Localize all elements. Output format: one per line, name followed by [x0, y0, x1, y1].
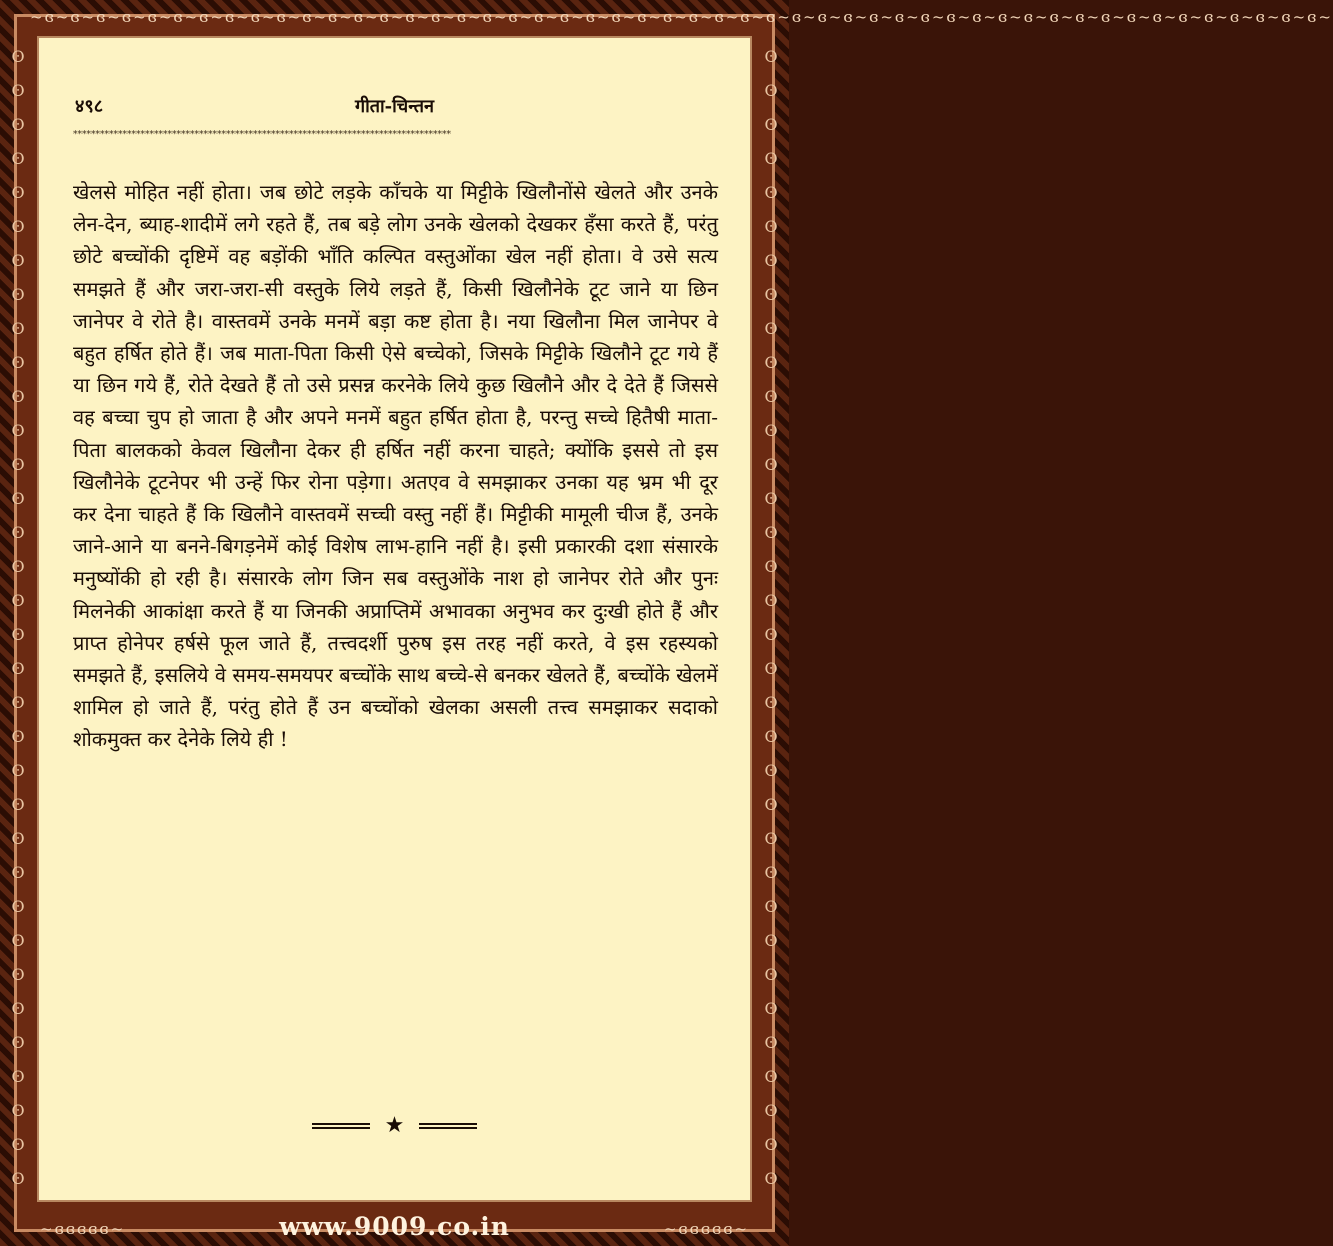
footer-ornament-right: ~ɞɞɞɞɞ~ [663, 1220, 749, 1238]
book-page [37, 36, 752, 1202]
body-paragraph: खेलसे मोहित नहीं होता। जब छोटे लड़के काँचके या मिट्टीके खिलौनोंसे खेलते और उनके लेन-देन, ब्याह-शादीमें लगे रहते हैं, तब बड़े लोग उनके खेलको देखकर हँसा करते हैं, परंतु छोटे बच्चोंकी दृष्टिमें वह बड़ोंकी भाँति कल्पित वस्तुओंका खेल नहीं होता। वे उसे सत्य समझते हैं और जरा-जरा-सी वस्तुके लिये लड़ते हैं, किसी खिलौनेके टूट जाने या छिन जानेपर वे रोते है। वास्तवमें उनके मनमें बड़ा कष्ट होता है। नया खिलौना मिल जानेपर वे बहुत हर्षित होते हैं। जब माता-पिता किसी ऐसे बच्चेको, जिसके मिट्टीके खिलौने टूट गये हैं या छिन गये हैं, रोते देखते हैं तो उसे प्रसन्न करनेके लिये कुछ खिलौने और दे देते हैं जिससे वह बच्चा चुप हो जाता है और अपने मनमें बहुत हर्षित होता है, परन्तु सच्चे हितैषी माता-पिता बालकको केवल खिलौना देकर ही हर्षित नहीं करना चाहते; क्योंकि इससे तो इस खिलौनेके टूटनेपर भी उन्हें फिर रोना पड़ेगा। अतएव वे समझाकर उनका यह भ्रम भी दूर कर देना चाहते हैं कि खिलौने वास्तवमें सच्ची वस्तु नहीं हैं। मिट्टीकी मामूली चीज हैं, उनके जाने-आने या बनने-बिगड़नेमें कोई विशेष लाभ-हानि नहीं है। इसी प्रकारकी दशा संसारके मनुष्योंकी हो रही है। संसारके लोग जिन सब वस्तुओंके नाश हो जानेपर रोते और पुनः मिलनेकी आकांक्षा करते हैं या जिनकी अप्राप्तिमें अभावका अनुभव कर दुःखी होते हैं और प्राप्त होनेपर हर्षसे फूल जाते हैं, तत्त्वदर्शी पुरुष इस तरह नहीं करते, वे इस रहस्यको समझते हैं, इसलिये वे समय-समयपर बच्चोंके साथ बच्चे-से बनकर खेलते हैं, बच्चोंके खेलमें शामिल हो जाते हैं, परंतु होते हैं उन बच्चोंको खेलका असली तत्त्व समझाकर सदाको शोकमुक्त कर देनेके लिये ही ! [73, 180, 718, 752]
ending-line-left [312, 1123, 370, 1129]
top-ornament: ~ɞ~ɞ~ɞ~ɞ~ɞ~ɞ~ɞ~ɞ~ɞ~ɞ~ɞ~ɞ~ɞ~ɞ~ɞ~ɞ~ɞ~ɞ~ɞ~ɞ~ɞ~ɞ~ɞ~ɞ~ɞ~ɞ~ɞ~ɞ~ɞ~ɞ~ɞ~ɞ~ɞ~ɞ~ɞ~ɞ~ɞ~ɞ~ɞ~ɞ~ɞ~ɞ~ɞ~ɞ~ɞ~ɞ~ɞ~ɞ~ɞ~ɞ~ [30, 8, 1333, 26]
footer-website[interactable]: www.9009.co.in [279, 1212, 510, 1241]
page-header [39, 90, 750, 120]
left-ornament: ʘʘʘʘʘʘʘʘʘʘʘʘʘʘʘʘʘʘʘʘʘʘʘʘʘʘʘʘʘʘʘʘʘʘ [11, 47, 25, 1188]
running-title: गीता-चिन्तन [354, 96, 435, 117]
separator-rule: ************************************************************************************ [73, 130, 451, 140]
right-ornament: ʘʘʘʘʘʘʘʘʘʘʘʘʘʘʘʘʘʘʘʘʘʘʘʘʘʘʘʘʘʘʘʘʘʘ [764, 47, 778, 1188]
footer-ornament-left: ~ɞɞɞɞɞ~ [40, 1220, 126, 1238]
ending-line-right [419, 1123, 477, 1129]
ending-ornament [39, 1112, 750, 1138]
star-icon: ★ [384, 1113, 405, 1138]
page-number: ४९८ [75, 96, 104, 117]
